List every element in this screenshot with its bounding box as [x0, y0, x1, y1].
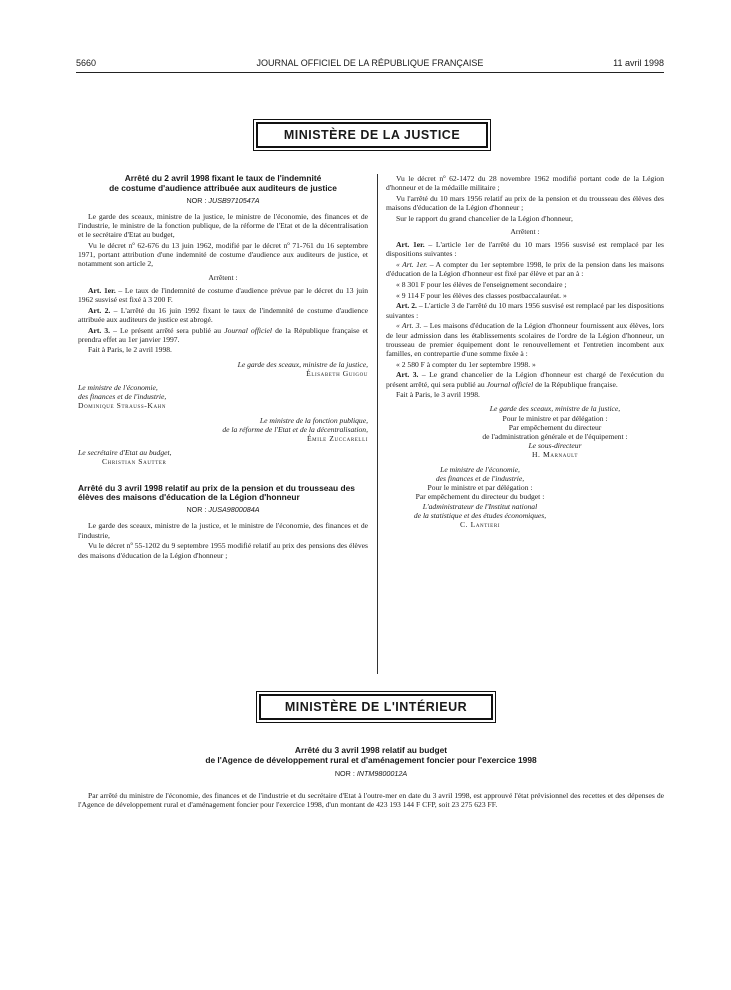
nor-label: NOR : — [186, 195, 209, 205]
signatory-line: Pour le ministre et par délégation : — [502, 413, 608, 423]
arrete2-vu-3: Vu l'arrêté du 10 mars 1956 relatif au prix de la pension et du trousseau des élèves des maisons d'éducation de la Légion d'honneur ; — [386, 193, 664, 213]
right-column — [386, 174, 664, 534]
interieur-nor — [78, 769, 664, 778]
art-label: « Art. 3. — [396, 321, 422, 331]
arrete2-arretent: Arrêtent : — [510, 227, 540, 237]
art-label: Art. 1er. — [88, 285, 116, 295]
signatory-line: L'administrateur de l'Institut national — [422, 501, 538, 511]
nor-code: INTM9800012A — [356, 769, 408, 778]
signatory-line: Par empêchement du directeur du budget : — [415, 492, 545, 502]
signatory-name: Émile Zuccarelli — [306, 434, 368, 444]
signatory-title: de la réforme de l'Etat et de la décentralisation, — [222, 424, 368, 434]
signatory-line: Par empêchement du directeur — [508, 422, 602, 432]
arrete1-title-line1: Arrêté du 2 avril 1998 fixant le taux de l'indemnité — [124, 173, 322, 183]
art-label: « Art. 1er. — [396, 260, 428, 270]
signatory-name: Dominique Strauss-Kahn — [78, 401, 167, 411]
issue-date: 11 avril 1998 — [613, 58, 664, 68]
signature-block — [386, 404, 664, 459]
art-label: Art. 3. — [396, 370, 419, 380]
signature-block — [78, 383, 368, 411]
art-text: de la République française et prendra effet au 1er janvier 1997. — [78, 325, 369, 344]
signatory-title: Le garde des sceaux, ministre de la justice, — [489, 404, 621, 414]
signature-block — [78, 416, 368, 444]
art-text: de la République française. — [533, 379, 618, 389]
signatory-title: Le garde des sceaux, ministre de la justice, — [237, 359, 368, 369]
arrete1-arretent: Arrêtent : — [208, 272, 238, 282]
arrete1-title-line2: de costume d'audience attribuée aux auditeurs de justice — [109, 182, 337, 193]
art-text: – A compter du 1er septembre 1998, le prix de la pension dans les maisons d'éducation de la Légion d'honneur est fixé par élève et par an à : — [386, 260, 664, 279]
art-text: – Le taux de l'indemnité de costume d'audience prévue par le décret du 13 juin 1962 susvisé est fixé à 3 200 F. — [78, 285, 369, 304]
arrete2-rapport: Sur le rapport du grand chancelier de la Légion d'honneur, — [396, 213, 573, 223]
interieur-title-line1: Arrêté du 3 avril 1998 relatif au budget — [294, 745, 448, 755]
signatory-title: Le ministre de l'économie, — [440, 464, 520, 474]
arrete1-art1 — [78, 286, 368, 304]
art-text: – L'article 3 de l'arrêté du 10 mars 1956 susvisé est remplacé par les dispositions suivantes : — [386, 301, 664, 320]
signature-block — [78, 360, 368, 378]
left-column — [78, 174, 368, 561]
arrete1-nor — [78, 196, 368, 205]
arrete2-art1 — [386, 240, 664, 258]
journal-officiel-ref: Journal officiel — [224, 325, 273, 335]
signatory-title: des finances et de l'industrie, — [435, 473, 525, 483]
arrete2-vu-2: Vu le décret nº 62-1472 du 28 novembre 1962 modifié portant code de la Légion d'honneur et de la médaille militaire ; — [386, 174, 664, 193]
arrete2-art2-quote — [386, 321, 664, 358]
arrete1-art2 — [78, 306, 368, 324]
running-header — [76, 58, 664, 72]
signatory-name: C. Lantieri — [459, 519, 501, 529]
arrete2-nor — [78, 505, 368, 514]
arrete2-vu-1: Vu le décret nº 55-1202 du 9 septembre 1955 modifié relatif au prix des pensions des élèves des maisons d'éducation de la Légion d'honneur ; — [78, 541, 368, 560]
arrete1-art3 — [78, 326, 368, 344]
arrete2-art2-item: « 2 580 F à compter du 1er septembre 1998. » — [396, 359, 536, 369]
signatory-line: de l'administration générale et de l'équipement : — [482, 432, 628, 442]
ministry-heading-interieur: MINISTÈRE DE L'INTÉRIEUR — [259, 694, 493, 720]
signatory-line: Pour le ministre et par délégation : — [427, 483, 533, 493]
arrete2-art1-item: « 9 114 F pour les élèves des classes postbaccalauréat. » — [396, 290, 567, 300]
signatory-title: Le secrétaire d'Etat au budget, — [78, 448, 172, 458]
arrete2-art3 — [386, 370, 664, 388]
art-text: – L'arrêté du 16 juin 1992 fixant le taux de l'indemnité de costume d'audience attribuée aux auditeurs de justice est abrogé. — [78, 305, 368, 324]
journal-title: JOURNAL OFFICIEL DE LA RÉPUBLIQUE FRANÇAISE — [256, 58, 484, 68]
signature-block — [78, 448, 368, 466]
arrete2-art1-quote — [386, 260, 664, 278]
signatory-line: de la statistique et des études économiques, — [413, 510, 547, 520]
header-rule — [76, 72, 664, 73]
art-text: – L'article 1er de l'arrêté du 10 mars 1956 susvisé est remplacé par les dispositions suivantes : — [386, 240, 664, 259]
nor-code: JUSB9710547A — [208, 195, 260, 205]
art-label: Art. 1er. — [396, 240, 425, 250]
arrete1-preamble: Le garde des sceaux, ministre de la justice, le ministre de l'économie, des finances et de l'industrie, le ministre de la fonction publique, de la réforme de l'Etat et de la décentralisation et le secrétaire d'Etat au budget, — [78, 211, 368, 240]
arrete2-title: Arrêté du 3 avril 1998 relatif au prix de la pension et du trousseau des élèves des maisons d'éducation de la Légion d'honneur — [78, 482, 355, 503]
nor-label: NOR : — [334, 769, 357, 778]
signatory-title: Le ministre de la fonction publique, — [259, 415, 368, 425]
signatory-line: Le sous-directeur — [528, 441, 582, 451]
arrete1-title — [78, 174, 368, 194]
signatory-name: H. Marnault — [531, 450, 579, 460]
interieur-body — [78, 791, 664, 811]
art-label: Art. 2. — [396, 301, 417, 311]
ministry-heading-justice: MINISTÈRE DE LA JUSTICE — [256, 122, 488, 148]
art-text: – Les maisons d'éducation de la Légion d'honneur fournissent aux élèves, lors de leur admission dans les établissements scolaires de l'ordre de la Légion d'honneur, un trousseau de premier équipement dont le renouvellement et l'entretien incombent aux familles, en contrepartie d'une somme fixée à : — [386, 321, 664, 358]
signatory-name: Élisabeth Guigou — [306, 368, 368, 378]
arrete1-vu: Vu le décret nº 62-676 du 13 juin 1962, modifié par le décret nº 71-761 du 16 septembre 1971, portant attribution d'une indemnité de costume d'audience aux auditeurs de justice, et notamment son article 2, — [78, 240, 368, 269]
interieur-body-text: Par arrêté du ministre de l'économie, des finances et de l'industrie et du secrétaire d'Etat à l'outre-mer en date du 3 avril 1998, est approuvé l'état prévisionnel des recettes et des dépenses de l'Agence de développement rural et d'aménagement foncier pour l'exercice 1998, d'un montant de 423 193 144 F CFP, soit 23 275 623 FF. — [78, 791, 664, 810]
page-number: 5660 — [76, 58, 97, 68]
arrete2-art2 — [386, 301, 664, 319]
signatory-name: Christian Sautter — [102, 457, 167, 467]
arrete2-fait: Fait à Paris, le 3 avril 1998. — [396, 390, 480, 400]
signature-block — [386, 465, 664, 529]
signatory-title: Le ministre de l'économie, — [78, 383, 158, 393]
art-label: Art. 2. — [88, 305, 111, 315]
arrete2-art1-item: « 8 301 F pour les élèves de l'enseignement secondaire ; — [396, 280, 567, 290]
nor-label: NOR : — [186, 505, 209, 515]
nor-code: JUSA9800084A — [208, 505, 260, 515]
art-text: – Le grand chancelier de la Légion d'honneur est chargé de l'exécution du présent arrêté, qui sera publié au — [386, 370, 664, 389]
signatory-title: des finances et de l'industrie, — [78, 392, 167, 402]
interieur-title-line2: de l'Agence de développement rural et d'aménagement foncier pour l'exercice 1998 — [205, 754, 537, 765]
column-divider — [377, 174, 378, 674]
arrete1-fait: Fait à Paris, le 2 avril 1998. — [88, 345, 172, 355]
interieur-arrete-title — [78, 746, 664, 766]
journal-officiel-ref: Journal officiel — [486, 379, 534, 389]
art-text: – Le présent arrêté sera publié au — [110, 325, 225, 335]
art-label: Art. 3. — [88, 325, 111, 335]
arrete2-preamble: Le garde des sceaux, ministre de la justice, et le ministre de l'économie, des finances et de l'industrie, — [78, 521, 368, 540]
